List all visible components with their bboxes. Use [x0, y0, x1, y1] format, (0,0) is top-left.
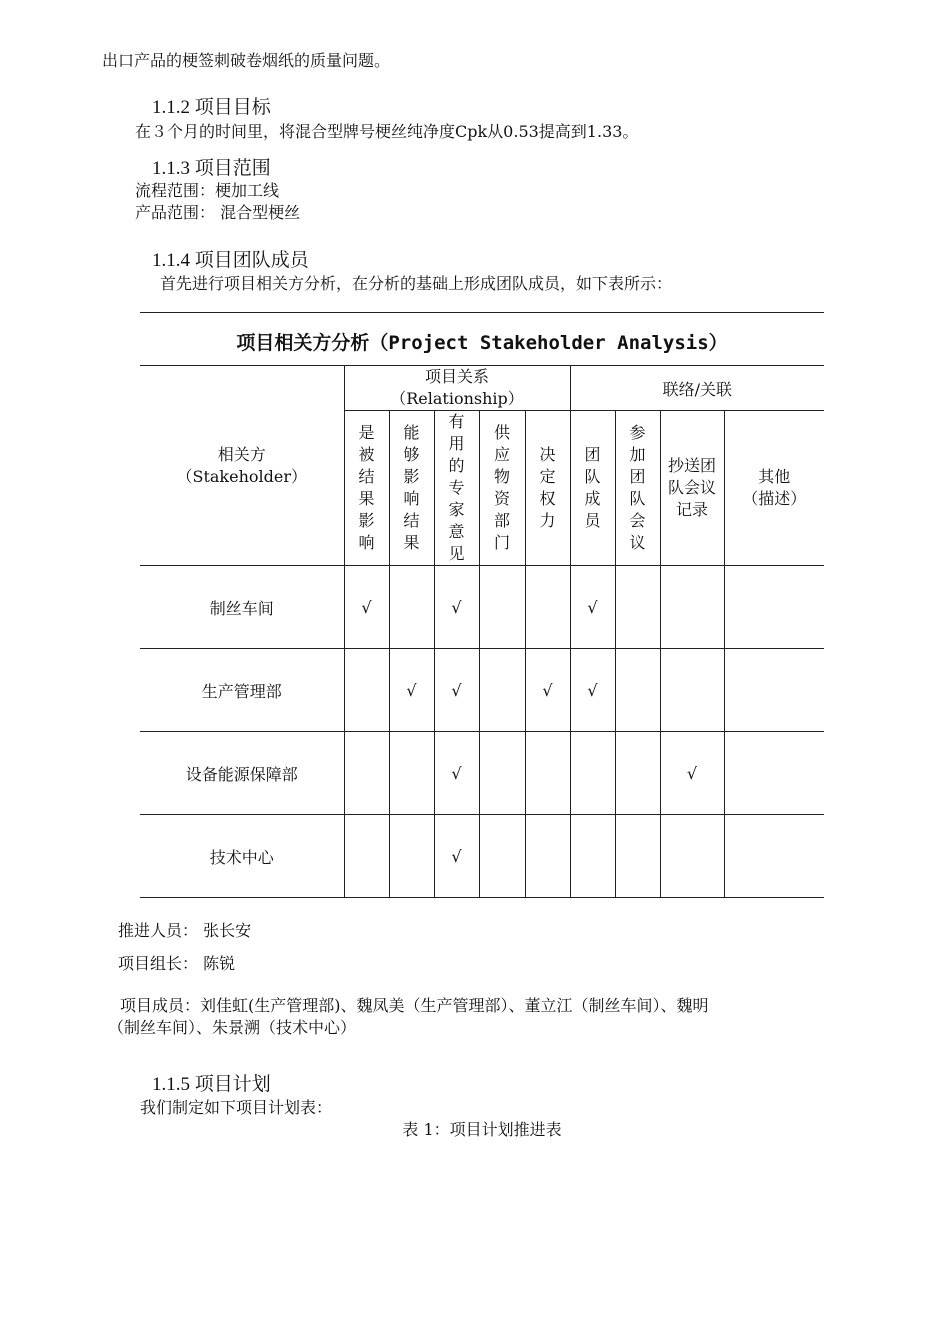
check-cell: [479, 815, 525, 898]
intro-line: 出口产品的梗签刺破卷烟纸的质量问题。: [102, 51, 391, 70]
members-line-2: （制丝车间）、朱景溯（技术中心）: [108, 1018, 357, 1037]
relationship-header-en: （Relationship）: [390, 389, 524, 408]
check-cell: [344, 815, 389, 898]
check-cell: [344, 732, 389, 815]
process-scope: 流程范围：梗加工线: [135, 181, 280, 200]
column-header-decision-power: [525, 411, 570, 566]
check-mark: √: [587, 680, 598, 700]
check-mark: √: [406, 680, 417, 700]
check-cell: [479, 732, 525, 815]
check-cell: [615, 649, 660, 732]
check-mark: √: [451, 680, 462, 700]
column-header-label: 决定权力: [539, 445, 556, 530]
table-top-rule: [140, 312, 824, 313]
section-heading-scope: 1.1.3 项目范围: [152, 158, 271, 179]
relationship-header-cn: 项目关系: [425, 367, 490, 386]
check-cell: [570, 815, 615, 898]
stakeholder-header-cn: 相关方: [217, 444, 266, 464]
check-cell: [570, 649, 615, 732]
check-cell: [344, 566, 389, 649]
members-line-1: 项目成员：刘佳虹(生产管理部)、魏凤美（生产管理部）、董立江（制丝车间）、魏明: [120, 996, 709, 1015]
check-cell: [660, 815, 724, 898]
column-header-label: 供应物资部门: [494, 423, 511, 552]
check-cell: [479, 649, 525, 732]
check-cell: [525, 566, 570, 649]
check-cell: [389, 649, 434, 732]
product-scope: 产品范围： 混合型梗丝: [135, 203, 301, 222]
other-cell: [724, 649, 824, 732]
table-row: [140, 566, 824, 649]
liaison-group-header: 联络/关联: [570, 366, 824, 411]
column-header-other: [724, 411, 824, 566]
check-cell: [344, 649, 389, 732]
check-cell: [615, 815, 660, 898]
table-row: [140, 732, 824, 815]
other-cell: [724, 815, 824, 898]
relationship-group-header: [344, 366, 570, 411]
check-mark: √: [542, 680, 553, 700]
plan-intro: 我们制定如下项目计划表：: [140, 1098, 333, 1117]
table-row: [140, 649, 824, 732]
stakeholder-name: 生产管理部: [140, 649, 344, 732]
check-cell: [479, 566, 525, 649]
column-header-can-influence: [389, 411, 434, 566]
check-mark: √: [686, 763, 698, 783]
team-intro: 首先进行项目相关方分析，在分析的基础上形成团队成员，如下表所示：: [160, 274, 673, 293]
other-cell: [724, 566, 824, 649]
column-header-cc-minutes: [660, 411, 724, 566]
column-header-supplier: [479, 411, 525, 566]
table-row: [140, 815, 824, 898]
check-cell: [615, 732, 660, 815]
check-cell: [389, 732, 434, 815]
column-header-label: 能够影响结果: [403, 423, 420, 552]
table-title: 项目相关方分析（Project Stakeholder Analysis）: [236, 332, 728, 354]
check-cell: [660, 649, 724, 732]
column-header-attend-meeting: [615, 411, 660, 566]
check-mark: √: [587, 597, 598, 617]
check-mark: √: [361, 597, 372, 617]
stakeholder-header-en: （Stakeholder）: [176, 466, 307, 486]
column-header-affected: [344, 411, 389, 566]
check-cell: [434, 566, 479, 649]
column-header-team-member: [570, 411, 615, 566]
other-header-desc: （描述）: [742, 489, 807, 508]
check-cell: [434, 815, 479, 898]
stakeholder-name: 制丝车间: [140, 566, 344, 649]
column-header-label: 参加团队会议: [629, 423, 646, 552]
check-cell: [660, 566, 724, 649]
check-cell: [525, 649, 570, 732]
check-mark: √: [451, 763, 462, 783]
column-header-label: 有用的专家意见: [448, 412, 465, 563]
check-cell: [570, 732, 615, 815]
stakeholder-name: 设备能源保障部: [140, 732, 344, 815]
section-heading-team: 1.1.4 项目团队成员: [152, 250, 309, 271]
other-cell: [724, 732, 824, 815]
check-cell: [570, 566, 615, 649]
check-cell: [615, 566, 660, 649]
stakeholder-table: [140, 365, 824, 898]
check-cell: [389, 566, 434, 649]
check-cell: [389, 815, 434, 898]
plan-table-caption: 表 1：项目计划推进表: [402, 1120, 562, 1139]
column-header-label: 抄送团队会议记录: [668, 456, 717, 519]
promoter-line: 推进人员： 张长安: [118, 921, 252, 940]
column-header-label: 团队成员: [584, 445, 601, 530]
stakeholder-name: 技术中心: [140, 815, 344, 898]
check-cell: [660, 732, 724, 815]
other-header-cn: 其他: [758, 467, 791, 486]
check-mark: √: [451, 597, 462, 617]
column-header-label: 是被结果影响: [358, 423, 375, 552]
check-cell: [434, 649, 479, 732]
check-cell: [525, 732, 570, 815]
column-header-expert-opinion: [434, 411, 479, 566]
goal-text: 在３个月的时间里，将混合型牌号梗丝纯净度Cpk从0.53提高到1.33。: [135, 122, 639, 141]
section-heading-plan: 1.1.5 项目计划: [152, 1074, 271, 1095]
stakeholder-header: [140, 366, 344, 566]
check-cell: [434, 732, 479, 815]
check-cell: [525, 815, 570, 898]
section-heading-goal: 1.1.2 项目目标: [152, 97, 271, 118]
leader-line: 项目组长： 陈锐: [118, 954, 236, 973]
check-mark: √: [451, 846, 462, 866]
